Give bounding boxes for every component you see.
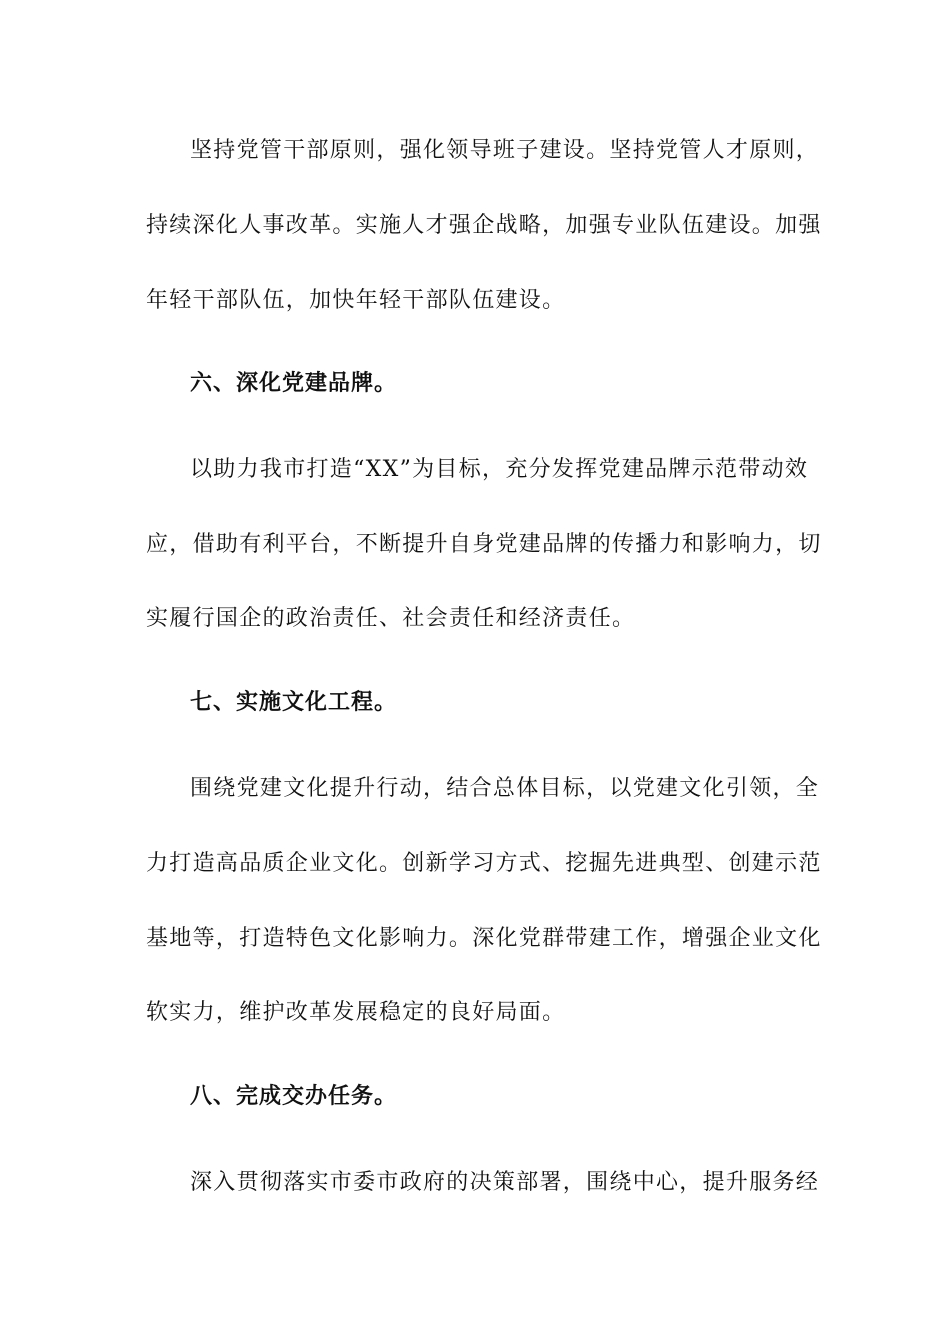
paragraph-line: 年轻干部队伍，加快年轻干部队伍建设。: [146, 288, 566, 313]
section-heading: 六、深化党建品牌。: [190, 371, 398, 396]
section-heading: 八、完成交办任务。: [190, 1084, 398, 1109]
paragraph-line: 坚持党管干部原则，强化领导班子建设。坚持党管人才原则，: [190, 138, 820, 163]
paragraph-line: 力打造高品质企业文化。创新学习方式、挖掘先进典型、创建示范: [146, 851, 822, 876]
paragraph-line: 基地等，打造特色文化影响力。深化党群带建工作，增强企业文化: [146, 926, 822, 951]
paragraph-line: 以助力我市打造“XX”为目标，充分发挥党建品牌示范带动效: [190, 457, 809, 482]
paragraph-line: 应，借助有利平台，不断提升自身党建品牌的传播力和影响力，切: [146, 532, 822, 557]
paragraph-line: 围绕党建文化提升行动，结合总体目标，以党建文化引领，全: [190, 776, 820, 801]
section-heading: 七、实施文化工程。: [190, 690, 398, 715]
paragraph-line: 持续深化人事改革。实施人才强企战略，加强专业队伍建设。加强: [146, 213, 822, 238]
paragraph-line: 实履行国企的政治责任、社会责任和经济责任。: [146, 606, 636, 631]
paragraph-line: 深入贯彻落实市委市政府的决策部署，围绕中心，提升服务经: [190, 1170, 820, 1195]
paragraph-line: 软实力，维护改革发展稳定的良好局面。: [146, 1000, 566, 1025]
